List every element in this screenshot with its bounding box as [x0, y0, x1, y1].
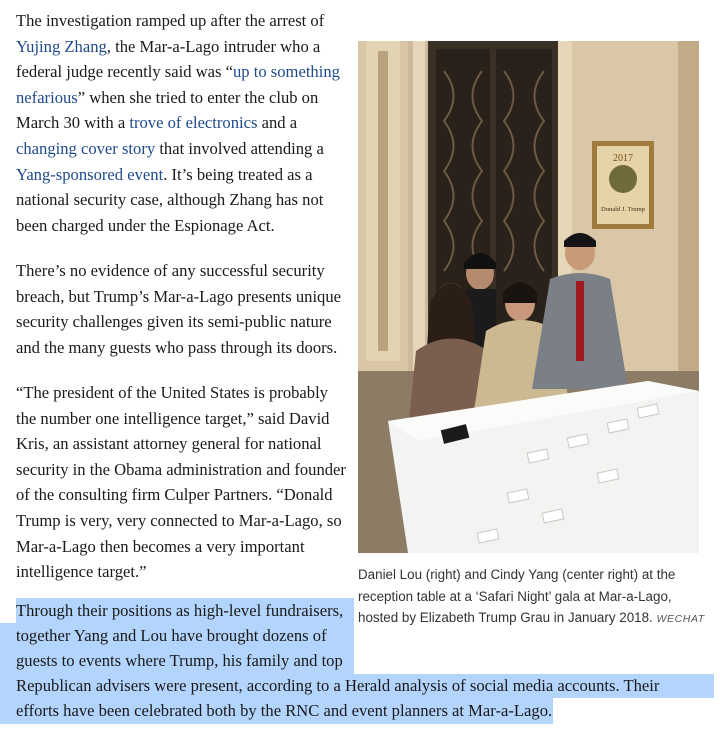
photo-credit: WECHAT — [656, 613, 705, 625]
link-changing-cover-story[interactable]: changing cover story — [16, 138, 156, 158]
paragraph-line: efforts have been celebrated both by the RNC and event planners at Mar-a-Lago. — [16, 701, 553, 720]
paragraph-line: together Yang and Lou have brought dozens of — [16, 626, 327, 645]
link-yang-sponsored-event[interactable]: Yang-sponsored event — [16, 164, 164, 184]
photo-illustration — [358, 41, 699, 553]
plaque-year: 2017 — [613, 153, 633, 164]
caption-text: Daniel Lou (right) and Cindy Yang (center right) at the reception table at a ‘Safari Night’ gala at Mar-a-Lago, hosted by Elizabeth Trump Grau in January 2018. — [358, 567, 676, 625]
article-paragraph-1: The investigation ramped up after the arrest of Yujing Zhang, the Mar-a-Lago intruder who a federal judge recently said was “up to something nefarious” when she tried to enter the club on March 30 with a trove of electronics and a changing cover story that involved attending a Yang-sponsored event. It’s being treated as a national security case, although Zhang has not been charged under the Espionage Act. — [16, 11, 340, 235]
paragraph-line: Through their positions as high-level fundraisers, — [16, 601, 344, 620]
paragraph-line: Republican advisers were present, according to a Herald analysis of social media accounts. Their — [16, 676, 660, 695]
link-up-to-something-nefarious[interactable]: up to something nefarious — [16, 62, 340, 107]
article-paragraph-3: “The president of the United States is probably the number one intelligence target,” said David Kris, an assistant attorney general for national security in the Obama administration and founder of the consulting firm Culper Partners. “Donald Trump is very, very connected to Mar-a-Lago, so Mar-a-Lago then becomes a very important intelligence target.” — [16, 383, 346, 582]
article-paragraph-4-selected[interactable] — [0, 598, 720, 728]
plaque-name: Donald J. Trump — [601, 206, 645, 213]
paragraph-line: guests to events where Trump, his family and top — [16, 651, 343, 670]
article-paragraph-2: There’s no evidence of any successful security breach, but Trump’s Mar-a-Lago presents unique security challenges given its semi-public nature and the many guests who pass through its doors. — [16, 261, 342, 357]
link-trove-of-electronics[interactable]: trove of electronics — [129, 113, 258, 133]
link-yujing-zhang[interactable]: Yujing Zhang — [16, 36, 107, 56]
article-photo[interactable] — [358, 41, 699, 553]
